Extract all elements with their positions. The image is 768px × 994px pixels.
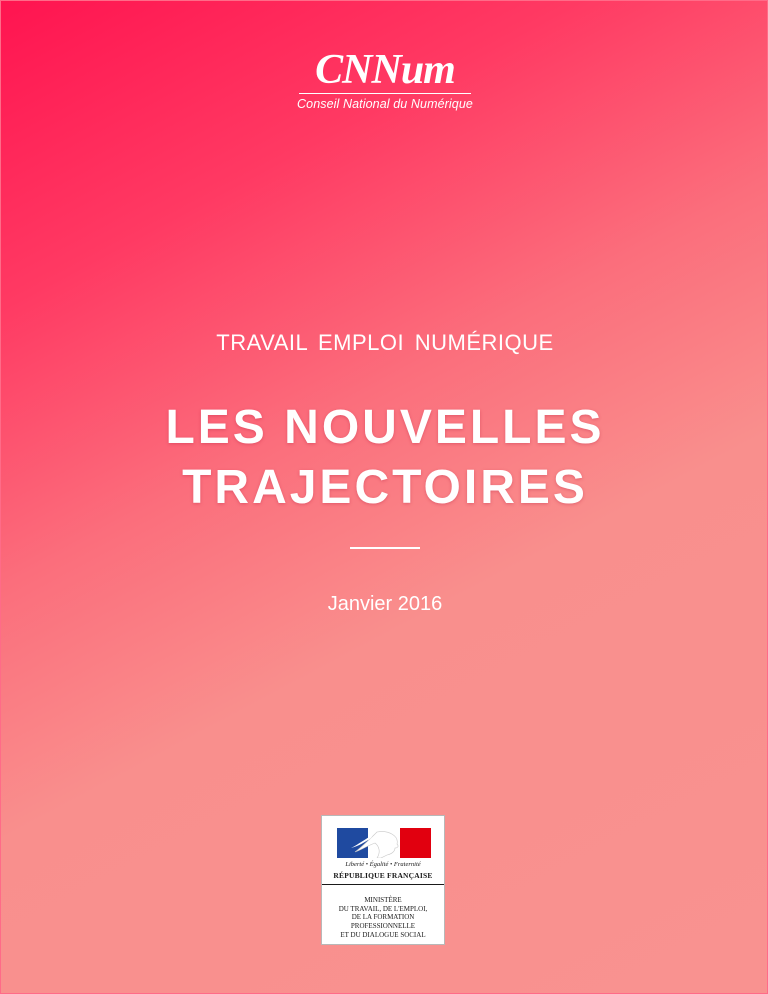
cnnum-logo bbox=[1, 49, 768, 111]
ministry-line: MINISTÈRE bbox=[364, 896, 402, 904]
report-title bbox=[1, 398, 768, 518]
logo-wordmark-text: CNNum bbox=[315, 47, 455, 93]
ministry-logo-block bbox=[321, 815, 445, 945]
logo-subtitle: Conseil National du Numérique bbox=[297, 97, 473, 111]
ministry-line: DE LA FORMATION bbox=[351, 913, 415, 922]
republique-francaise-label: RÉPUBLIQUE FRANÇAISE bbox=[333, 871, 433, 880]
ministry-line: ET DU DIALOGUE SOCIAL bbox=[340, 930, 426, 939]
marianne-motto: Liberté • Égalité • Fraternité bbox=[345, 861, 421, 868]
title-line-2: TRAJECTOIRES bbox=[182, 461, 588, 514]
report-date: Janvier 2016 bbox=[327, 593, 443, 615]
ministry-block-rule bbox=[322, 884, 444, 885]
ministry-name bbox=[322, 896, 444, 940]
ministry-line: PROFESSIONNELLE bbox=[350, 922, 416, 931]
logo-rule bbox=[299, 93, 471, 94]
title-divider bbox=[350, 547, 420, 549]
title-line-1: LES NOUVELLES bbox=[165, 401, 605, 454]
report-kicker: TRAVAIL EMPLOI NUMÉRIQUE bbox=[216, 330, 554, 355]
logo-wordmark bbox=[1, 49, 768, 91]
ministry-line: DU TRAVAIL, DE L'EMPLOI, bbox=[338, 904, 428, 913]
marianne-flag-icon bbox=[337, 828, 431, 858]
